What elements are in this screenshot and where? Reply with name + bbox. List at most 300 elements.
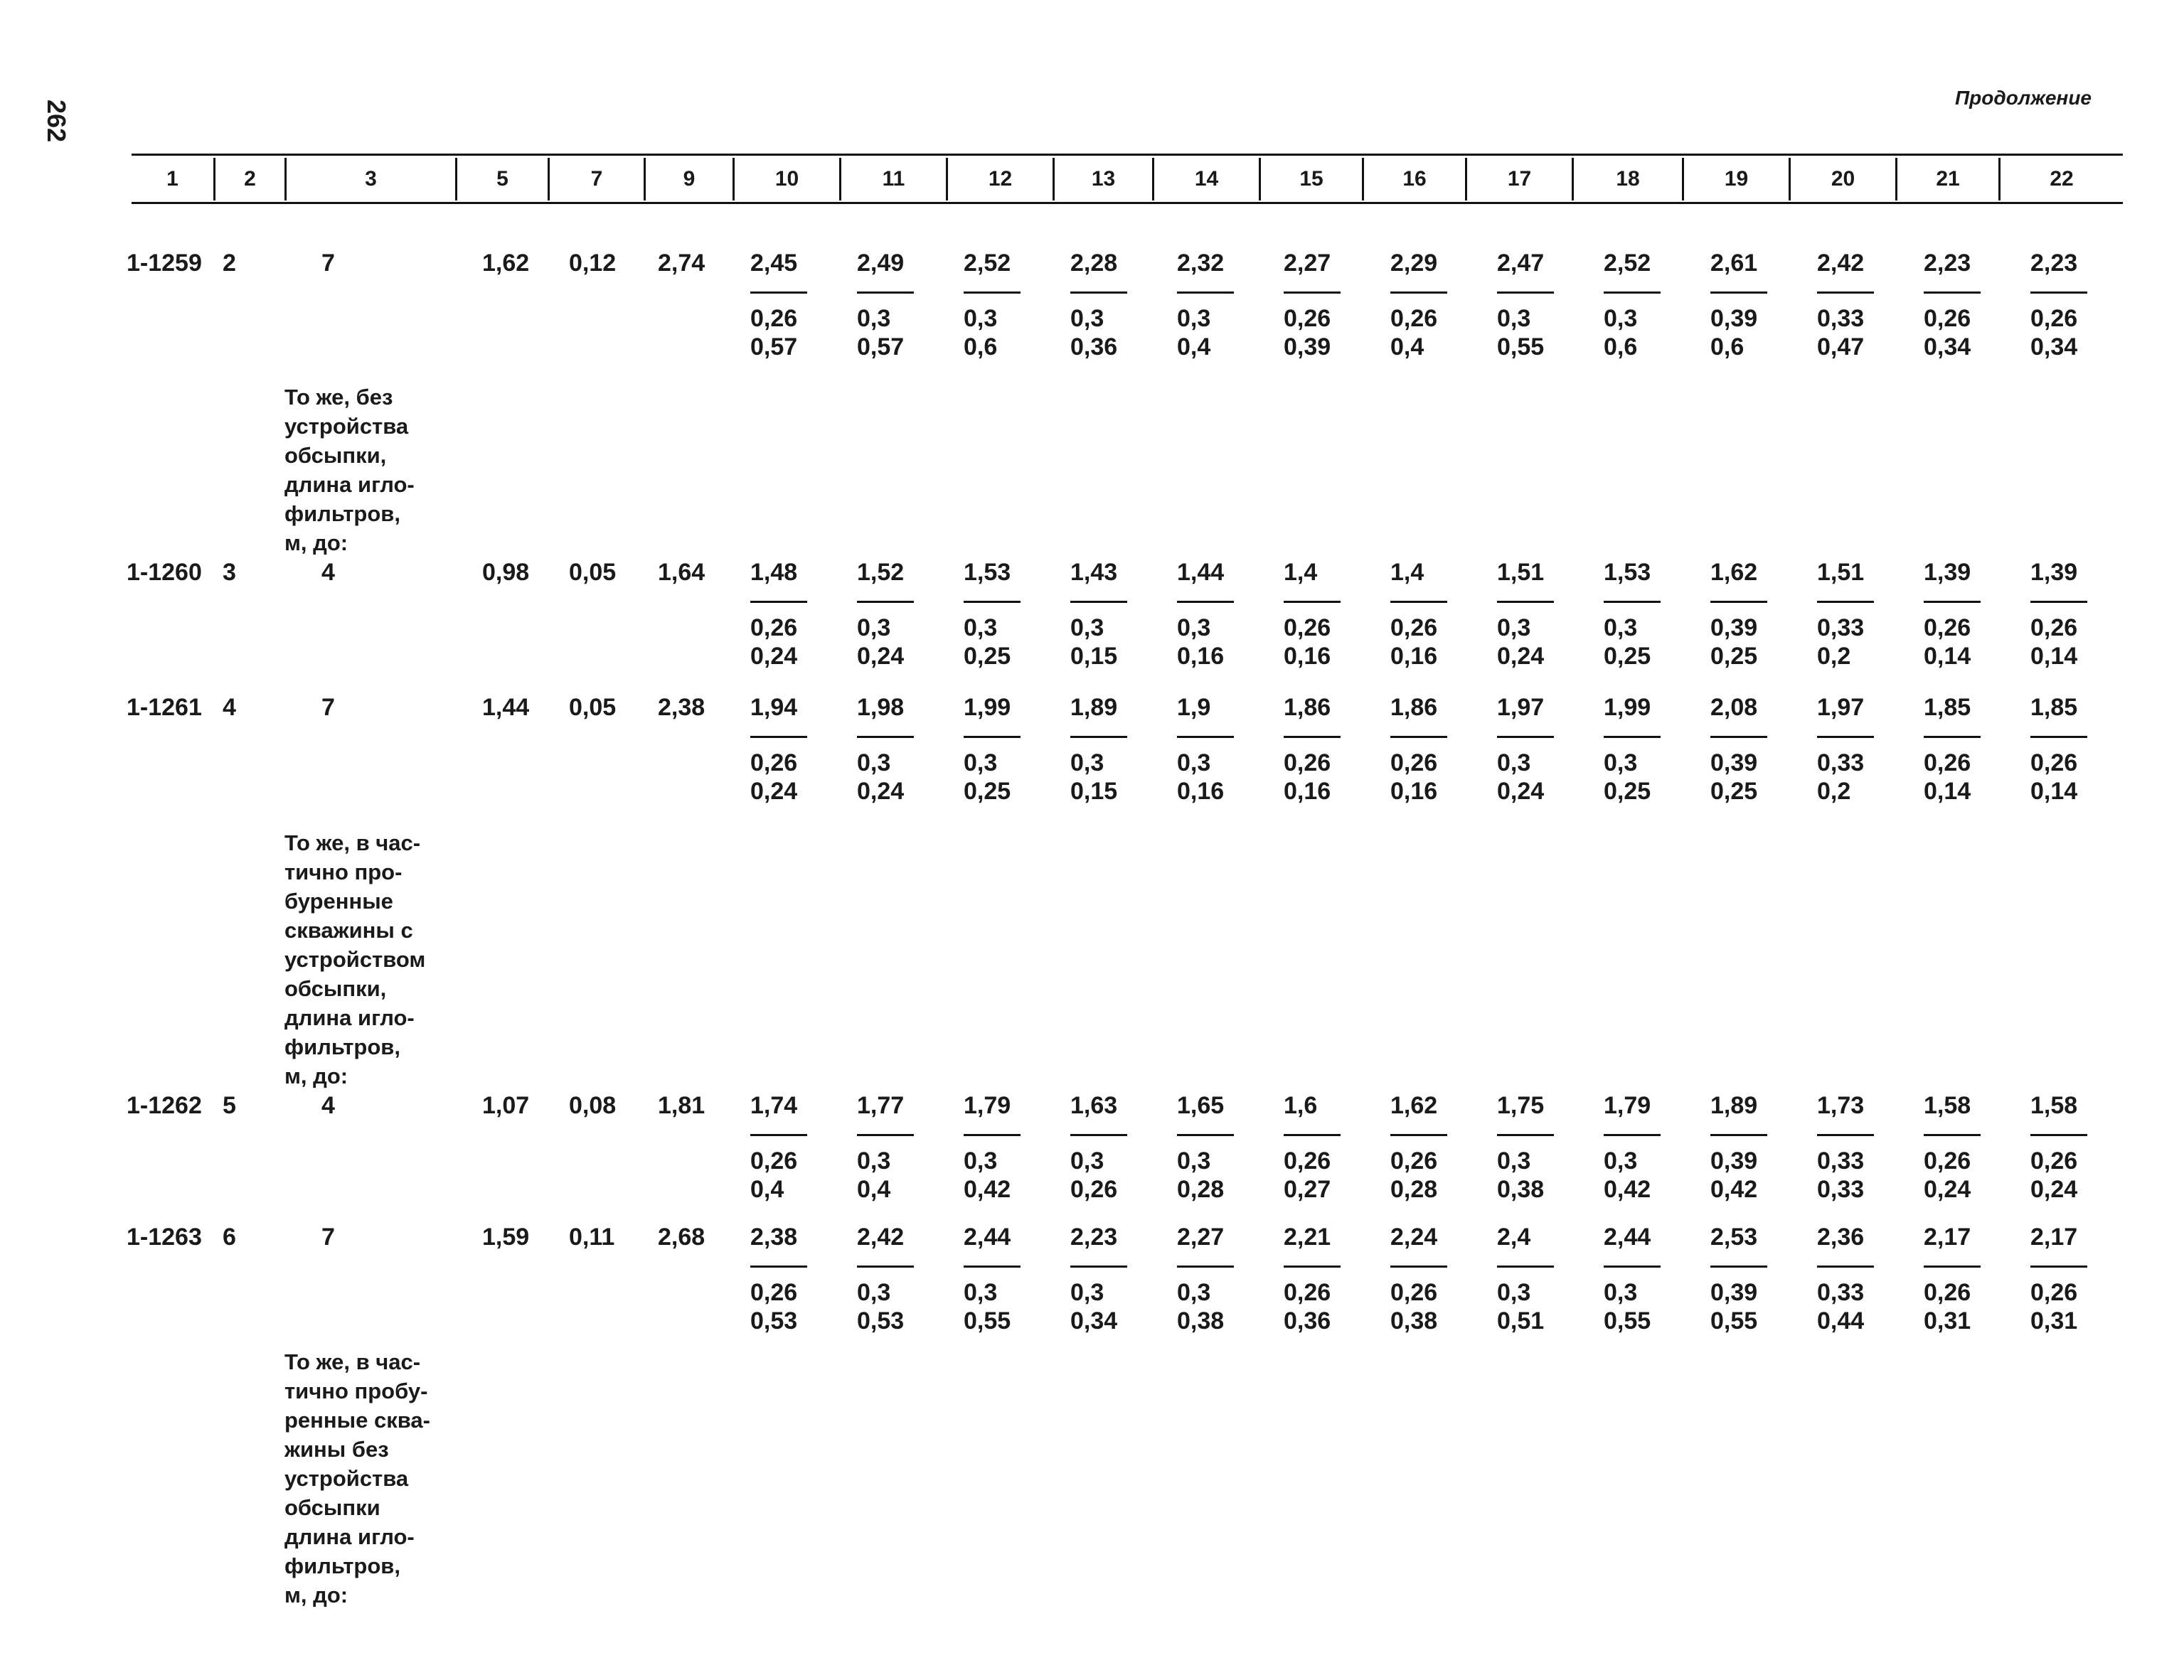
fraction-denominator: 0,26 [2030, 1147, 2078, 1175]
fraction-denominator: 0,3 [1070, 749, 1104, 776]
fraction-denominator: 0,3 [1177, 614, 1211, 641]
fraction-denominator: 0,26 [1390, 305, 1438, 332]
fraction-denominator: 0,3 [964, 305, 998, 332]
fraction-extra: 0,24 [857, 778, 905, 805]
fraction-denominator: 0,3 [857, 749, 891, 776]
col-5-value: 1,62 [482, 250, 530, 277]
fraction-extra: 0,33 [1817, 1176, 1865, 1203]
fraction-numerator: 1,62 [1390, 1092, 1438, 1119]
fraction-numerator: 1,89 [1070, 694, 1118, 721]
fraction-bar [1924, 736, 1981, 738]
fraction-bar [750, 1266, 807, 1268]
fraction-extra: 0,25 [1710, 643, 1758, 670]
fraction-denominator: 0,3 [1497, 1279, 1531, 1306]
fraction-numerator: 1,51 [1497, 559, 1545, 586]
fraction-numerator: 2,38 [750, 1224, 798, 1251]
col-5-value: 0,98 [482, 559, 530, 586]
fraction-denominator: 0,3 [1177, 305, 1211, 332]
fraction-denominator: 0,3 [857, 614, 891, 641]
fraction-extra: 0,28 [1390, 1176, 1438, 1203]
fraction-bar [1924, 291, 1981, 294]
fraction-denominator: 0,3 [1604, 749, 1638, 776]
fraction-extra: 0,15 [1070, 778, 1118, 805]
fraction-denominator: 0,26 [1390, 1279, 1438, 1306]
fraction-extra: 0,24 [2030, 1176, 2078, 1203]
fraction-extra: 0,53 [857, 1307, 905, 1334]
header-col-3: 3 [284, 158, 455, 200]
fraction-denominator: 0,3 [1604, 1279, 1638, 1306]
fraction-denominator: 0,26 [1924, 614, 1971, 641]
fraction-extra: 0,14 [1924, 643, 1971, 670]
fraction-numerator: 2,23 [1924, 250, 1971, 277]
fraction-bar [1390, 291, 1447, 294]
fraction-bar [1497, 601, 1554, 603]
fraction-denominator: 0,33 [1817, 305, 1865, 332]
header-col-1: 1 [166, 167, 179, 191]
fraction-numerator: 1,39 [2030, 559, 2078, 586]
fraction-bar [1284, 1266, 1341, 1268]
fraction-bar [1604, 291, 1661, 294]
row-number: 4 [223, 694, 236, 721]
fraction-numerator: 1,79 [964, 1092, 1011, 1119]
fraction-numerator: 1,43 [1070, 559, 1118, 586]
fraction-denominator: 0,39 [1710, 1147, 1758, 1175]
fraction-denominator: 0,26 [750, 1279, 798, 1306]
fraction-extra: 0,25 [1604, 643, 1651, 670]
fraction-extra: 0,6 [1604, 333, 1638, 360]
fraction-numerator: 2,27 [1284, 250, 1331, 277]
fraction-bar [857, 736, 914, 738]
fraction-denominator: 0,3 [964, 1147, 998, 1175]
fraction-bar [1497, 1266, 1554, 1268]
fraction-numerator: 1,53 [1604, 559, 1651, 586]
fraction-bar [964, 1266, 1021, 1268]
col-5-value: 1,59 [482, 1224, 530, 1251]
fraction-numerator: 2,49 [857, 250, 905, 277]
fraction-denominator: 0,3 [1604, 305, 1638, 332]
fraction-denominator: 0,3 [1497, 749, 1531, 776]
fraction-extra: 0,34 [1924, 333, 1971, 360]
header-col-12: 12 [946, 158, 1053, 200]
row-number: 2 [223, 250, 236, 277]
header-col-13: 13 [1053, 158, 1152, 200]
row-length: 7 [321, 694, 335, 721]
fraction-bar [1177, 291, 1234, 294]
fraction-bar [750, 291, 807, 294]
fraction-bar [2030, 736, 2087, 738]
row-code: 1-1263 [127, 1224, 202, 1251]
fraction-denominator: 0,3 [1497, 305, 1531, 332]
fraction-bar [1817, 736, 1874, 738]
fraction-denominator: 0,26 [1284, 305, 1331, 332]
col-9-value: 1,64 [658, 559, 705, 586]
col-9-value: 2,38 [658, 694, 705, 721]
fraction-extra: 0,24 [750, 643, 798, 670]
fraction-denominator: 0,3 [857, 1147, 891, 1175]
row-length: 4 [321, 559, 335, 586]
fraction-numerator: 1,97 [1817, 694, 1865, 721]
row-code: 1-1260 [127, 559, 202, 586]
row-length: 7 [321, 1224, 335, 1251]
fraction-bar [1710, 1134, 1767, 1136]
header-col-14: 14 [1152, 158, 1259, 200]
fraction-numerator: 1,65 [1177, 1092, 1225, 1119]
fraction-extra: 0,16 [1390, 643, 1438, 670]
col-9-value: 2,74 [658, 250, 705, 277]
fraction-numerator: 2,45 [750, 250, 798, 277]
fraction-numerator: 2,44 [964, 1224, 1011, 1251]
fraction-extra: 0,27 [1284, 1176, 1331, 1203]
fraction-extra: 0,42 [1710, 1176, 1758, 1203]
fraction-extra: 0,47 [1817, 333, 1865, 360]
fraction-bar [1390, 1266, 1447, 1268]
fraction-bar [1710, 736, 1767, 738]
fraction-bar [1924, 601, 1981, 603]
fraction-denominator: 0,26 [750, 614, 798, 641]
fraction-extra: 0,4 [1177, 333, 1211, 360]
fraction-denominator: 0,26 [1924, 305, 1971, 332]
col-9-value: 2,68 [658, 1224, 705, 1251]
fraction-bar [1924, 1266, 1981, 1268]
row-number: 6 [223, 1224, 236, 1251]
fraction-denominator: 0,26 [1924, 1279, 1971, 1306]
fraction-denominator: 0,26 [1284, 1279, 1331, 1306]
fraction-extra: 0,53 [750, 1307, 798, 1334]
row-length: 7 [321, 250, 335, 277]
fraction-extra: 0,55 [1710, 1307, 1758, 1334]
fraction-extra: 0,34 [2030, 333, 2078, 360]
description-text: То же, в час- тично пробу- ренные сква- жины без устройства обсыпки длина игло- фильтров, м, до: [284, 1349, 430, 1607]
fraction-extra: 0,4 [750, 1176, 784, 1203]
header-col-20: 20 [1789, 158, 1895, 200]
fraction-denominator: 0,26 [2030, 614, 2078, 641]
fraction-denominator: 0,39 [1710, 749, 1758, 776]
fraction-bar [1390, 601, 1447, 603]
fraction-denominator: 0,39 [1710, 614, 1758, 641]
fraction-denominator: 0,26 [1390, 749, 1438, 776]
fraction-denominator: 0,26 [1284, 749, 1331, 776]
fraction-denominator: 0,26 [1390, 614, 1438, 641]
fraction-extra: 0,16 [1284, 778, 1331, 805]
row-length: 4 [321, 1092, 335, 1119]
fraction-denominator: 0,3 [1497, 614, 1531, 641]
fraction-bar [2030, 1266, 2087, 1268]
description-text: То же, без устройства обсыпки, длина игло- фильтров, м, до: [284, 385, 415, 555]
fraction-bar [1284, 601, 1341, 603]
fraction-bar [1070, 736, 1127, 738]
fraction-bar [1177, 1266, 1234, 1268]
row-code: 1-1259 [127, 250, 202, 277]
fraction-numerator: 2,52 [1604, 250, 1651, 277]
fraction-bar [1817, 1266, 1874, 1268]
fraction-bar [1284, 1134, 1341, 1136]
fraction-numerator: 1,86 [1284, 694, 1331, 721]
fraction-numerator: 1,6 [1284, 1092, 1318, 1119]
fraction-denominator: 0,39 [1710, 1279, 1758, 1306]
fraction-numerator: 1,62 [1710, 559, 1758, 586]
fraction-extra: 0,2 [1817, 643, 1851, 670]
fraction-extra: 0,24 [750, 778, 798, 805]
fraction-numerator: 1,85 [2030, 694, 2078, 721]
fraction-numerator: 2,32 [1177, 250, 1225, 277]
col-7-value: 0,05 [569, 694, 617, 721]
fraction-extra: 0,42 [1604, 1176, 1651, 1203]
fraction-denominator: 0,26 [2030, 305, 2078, 332]
fraction-numerator: 2,17 [1924, 1224, 1971, 1251]
fraction-extra: 0,34 [1070, 1307, 1118, 1334]
fraction-extra: 0,4 [857, 1176, 891, 1203]
header-bottom-rule [132, 202, 2123, 204]
fraction-bar [1710, 1266, 1767, 1268]
continuation-label: Продолжение [1955, 87, 2092, 109]
fraction-numerator: 2,42 [1817, 250, 1865, 277]
fraction-numerator: 2,4 [1497, 1224, 1531, 1251]
header-col-10: 10 [733, 158, 839, 200]
fraction-bar [964, 736, 1021, 738]
fraction-denominator: 0,3 [964, 1279, 998, 1306]
fraction-extra: 0,38 [1177, 1307, 1225, 1334]
fraction-denominator: 0,26 [750, 749, 798, 776]
fraction-bar [750, 736, 807, 738]
fraction-numerator: 1,75 [1497, 1092, 1545, 1119]
fraction-bar [857, 1134, 914, 1136]
fraction-numerator: 1,99 [1604, 694, 1651, 721]
fraction-denominator: 0,26 [1284, 614, 1331, 641]
fraction-extra: 0,14 [1924, 778, 1971, 805]
header-col-5: 5 [455, 158, 548, 200]
header-col-22: 22 [1998, 158, 2123, 200]
fraction-denominator: 0,3 [964, 749, 998, 776]
header-col-2: 2 [213, 158, 284, 200]
row-code: 1-1262 [127, 1092, 202, 1119]
fraction-bar [1497, 291, 1554, 294]
fraction-extra: 0,25 [1604, 778, 1651, 805]
fraction-numerator: 1,94 [750, 694, 798, 721]
fraction-extra: 0,16 [1177, 778, 1225, 805]
fraction-extra: 0,24 [1497, 778, 1545, 805]
fraction-denominator: 0,3 [964, 614, 998, 641]
fraction-extra: 0,16 [1390, 778, 1438, 805]
fraction-extra: 0,28 [1177, 1176, 1225, 1203]
fraction-numerator: 2,23 [2030, 250, 2078, 277]
fraction-denominator: 0,33 [1817, 749, 1865, 776]
fraction-denominator: 0,33 [1817, 614, 1865, 641]
fraction-bar [1710, 291, 1767, 294]
header-col-11: 11 [839, 158, 946, 200]
fraction-numerator: 1,98 [857, 694, 905, 721]
page-number: 262 [42, 100, 71, 143]
fraction-numerator: 1,79 [1604, 1092, 1651, 1119]
fraction-denominator: 0,26 [750, 1147, 798, 1175]
fraction-numerator: 1,86 [1390, 694, 1438, 721]
col-7-value: 0,12 [569, 250, 617, 277]
header-col-21: 21 [1895, 158, 1998, 200]
fraction-numerator: 1,73 [1817, 1092, 1865, 1119]
header-col-19: 19 [1682, 158, 1789, 200]
fraction-bar [964, 601, 1021, 603]
fraction-numerator: 1,9 [1177, 694, 1211, 721]
fraction-bar [1070, 291, 1127, 294]
header-col-16: 16 [1362, 158, 1465, 200]
fraction-numerator: 1,4 [1390, 559, 1424, 586]
fraction-bar [1390, 1134, 1447, 1136]
fraction-bar [964, 291, 1021, 294]
fraction-extra: 0,2 [1817, 778, 1851, 805]
fraction-bar [857, 601, 914, 603]
fraction-numerator: 1,89 [1710, 1092, 1758, 1119]
fraction-numerator: 1,97 [1497, 694, 1545, 721]
fraction-extra: 0,25 [964, 778, 1011, 805]
col-7-value: 0,05 [569, 559, 617, 586]
fraction-numerator: 2,17 [2030, 1224, 2078, 1251]
fraction-bar [1070, 1266, 1127, 1268]
fraction-bar [2030, 291, 2087, 294]
fraction-extra: 0,44 [1817, 1307, 1865, 1334]
fraction-bar [1497, 736, 1554, 738]
fraction-extra: 0,38 [1497, 1176, 1545, 1203]
fraction-extra: 0,57 [750, 333, 798, 360]
fraction-denominator: 0,26 [1284, 1147, 1331, 1175]
fraction-extra: 0,6 [1710, 333, 1744, 360]
fraction-denominator: 0,3 [1604, 1147, 1638, 1175]
fraction-bar [1817, 291, 1874, 294]
fraction-denominator: 0,3 [1070, 614, 1104, 641]
fraction-denominator: 0,26 [750, 305, 798, 332]
fraction-extra: 0,24 [1497, 643, 1545, 670]
fraction-extra: 0,4 [1390, 333, 1424, 360]
fraction-numerator: 1,63 [1070, 1092, 1118, 1119]
col-7-value: 0,08 [569, 1092, 617, 1119]
fraction-extra: 0,31 [1924, 1307, 1971, 1334]
fraction-bar [2030, 601, 2087, 603]
col-7-value: 0,11 [569, 1224, 615, 1251]
fraction-extra: 0,55 [1497, 333, 1545, 360]
fraction-numerator: 2,52 [964, 250, 1011, 277]
fraction-denominator: 0,3 [857, 305, 891, 332]
fraction-numerator: 2,28 [1070, 250, 1118, 277]
fraction-denominator: 0,3 [1070, 305, 1104, 332]
fraction-denominator: 0,3 [1070, 1279, 1104, 1306]
fraction-bar [1284, 291, 1341, 294]
fraction-numerator: 1,85 [1924, 694, 1971, 721]
fraction-denominator: 0,26 [1390, 1147, 1438, 1175]
fraction-numerator: 2,53 [1710, 1224, 1758, 1251]
fraction-bar [750, 601, 807, 603]
fraction-numerator: 1,44 [1177, 559, 1225, 586]
fraction-extra: 0,39 [1284, 333, 1331, 360]
fraction-denominator: 0,26 [2030, 749, 2078, 776]
fraction-bar [1817, 1134, 1874, 1136]
fraction-numerator: 2,36 [1817, 1224, 1865, 1251]
fraction-bar [1604, 601, 1661, 603]
fraction-numerator: 2,08 [1710, 694, 1758, 721]
col-5-value: 1,07 [482, 1092, 530, 1119]
fraction-numerator: 2,47 [1497, 250, 1545, 277]
fraction-denominator: 0,26 [2030, 1279, 2078, 1306]
col-5-value: 1,44 [482, 694, 530, 721]
fraction-bar [1604, 1266, 1661, 1268]
fraction-bar [1604, 1134, 1661, 1136]
description-text: То же, в час- тично про- буренные скважины с устройством обсыпки, длина игло- фильтров, м, до: [284, 830, 426, 1088]
fraction-numerator: 1,48 [750, 559, 798, 586]
fraction-denominator: 0,3 [1070, 1147, 1104, 1175]
fraction-bar [2030, 1134, 2087, 1136]
fraction-extra: 0,25 [964, 643, 1011, 670]
fraction-numerator: 2,21 [1284, 1224, 1331, 1251]
header-top-rule [132, 154, 2123, 156]
fraction-numerator: 1,77 [857, 1092, 905, 1119]
fraction-denominator: 0,3 [1177, 749, 1211, 776]
fraction-bar [964, 1134, 1021, 1136]
fraction-extra: 0,16 [1284, 643, 1331, 670]
fraction-denominator: 0,33 [1817, 1147, 1865, 1175]
header-col-15: 15 [1259, 158, 1362, 200]
fraction-bar [1177, 1134, 1234, 1136]
fraction-extra: 0,24 [1924, 1176, 1971, 1203]
fraction-extra: 0,6 [964, 333, 998, 360]
row-number: 5 [223, 1092, 236, 1119]
fraction-bar [1284, 736, 1341, 738]
fraction-denominator: 0,3 [857, 1279, 891, 1306]
fraction-numerator: 1,39 [1924, 559, 1971, 586]
fraction-extra: 0,42 [964, 1176, 1011, 1203]
fraction-denominator: 0,39 [1710, 305, 1758, 332]
fraction-numerator: 2,24 [1390, 1224, 1438, 1251]
fraction-denominator: 0,26 [1924, 1147, 1971, 1175]
fraction-numerator: 2,61 [1710, 250, 1758, 277]
fraction-denominator: 0,3 [1177, 1147, 1211, 1175]
header-col-9: 9 [644, 158, 733, 200]
fraction-extra: 0,36 [1284, 1307, 1331, 1334]
fraction-denominator: 0,33 [1817, 1279, 1865, 1306]
fraction-extra: 0,55 [1604, 1307, 1651, 1334]
row-number: 3 [223, 559, 236, 586]
fraction-extra: 0,31 [2030, 1307, 2078, 1334]
fraction-bar [1070, 1134, 1127, 1136]
fraction-numerator: 1,58 [2030, 1092, 2078, 1119]
fraction-denominator: 0,3 [1497, 1147, 1531, 1175]
fraction-bar [857, 1266, 914, 1268]
fraction-denominator: 0,26 [1924, 749, 1971, 776]
fraction-numerator: 1,58 [1924, 1092, 1971, 1119]
fraction-bar [1817, 601, 1874, 603]
fraction-extra: 0,14 [2030, 778, 2078, 805]
fraction-bar [1070, 601, 1127, 603]
fraction-bar [1710, 601, 1767, 603]
fraction-extra: 0,38 [1390, 1307, 1438, 1334]
fraction-bar [750, 1134, 807, 1136]
header-col-17: 17 [1465, 158, 1572, 200]
fraction-bar [1924, 1134, 1981, 1136]
fraction-extra: 0,51 [1497, 1307, 1545, 1334]
fraction-numerator: 2,23 [1070, 1224, 1118, 1251]
fraction-numerator: 2,42 [857, 1224, 905, 1251]
fraction-numerator: 1,51 [1817, 559, 1865, 586]
fraction-bar [1390, 736, 1447, 738]
fraction-bar [857, 291, 914, 294]
fraction-extra: 0,55 [964, 1307, 1011, 1334]
fraction-bar [1604, 736, 1661, 738]
fraction-denominator: 0,3 [1177, 1279, 1211, 1306]
fraction-numerator: 1,52 [857, 559, 905, 586]
fraction-numerator: 1,99 [964, 694, 1011, 721]
fraction-numerator: 1,4 [1284, 559, 1318, 586]
fraction-extra: 0,25 [1710, 778, 1758, 805]
fraction-numerator: 2,27 [1177, 1224, 1225, 1251]
fraction-denominator: 0,3 [1604, 614, 1638, 641]
fraction-numerator: 1,74 [750, 1092, 798, 1119]
row-code: 1-1261 [127, 694, 202, 721]
